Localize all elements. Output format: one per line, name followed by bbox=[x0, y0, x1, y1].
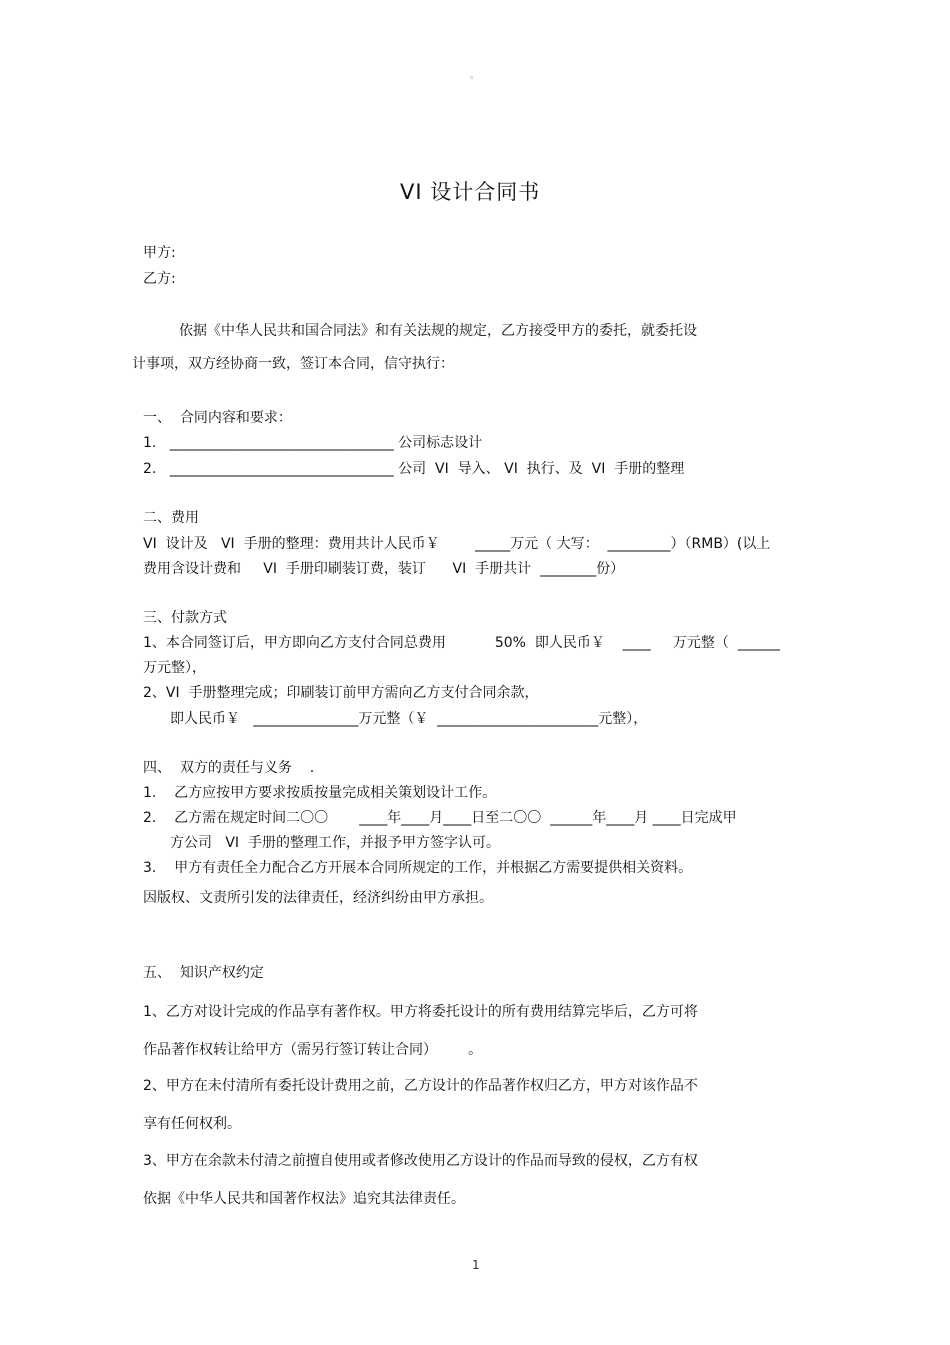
section-5-para-2: 2、甲方在未付清所有委托设计费用之前，乙方设计的作品著作权归乙方，甲方对该作品不 bbox=[143, 1078, 698, 1094]
preamble-line-2: 计事项，双方经协商一致，签订本合同，信守执行： bbox=[132, 356, 454, 372]
section-4-item-2-cont: 方公司 VI 手册的整理工作，并报予甲方签字认可。 bbox=[170, 835, 500, 851]
section-1-item-1: 1. ________________________________ 公司标志设计 bbox=[143, 435, 483, 451]
section-5-para-1: 1、乙方对设计完成的作品享有著作权。甲方将委托设计的所有费用结算完毕后，乙方可将 bbox=[143, 1004, 698, 1020]
preamble-line-1: 依据《中华人民共和国合同法》和有关法规的规定，乙方接受甲方的委托，就委托设 bbox=[179, 323, 697, 339]
section-2-line-2: 费用含设计费和 VI 手册印刷装订费，装订 VI 手册共计 ________份） bbox=[143, 561, 625, 577]
section-5-para-3-cont: 依据《中华人民共和国著作权法》追究其法律责任。 bbox=[143, 1191, 465, 1207]
section-3-line-4: 即人民币￥ _______________万元整（￥ _______________________元整）， bbox=[170, 711, 648, 727]
section-4-heading: 四、 双方的责任与义务 . bbox=[143, 760, 315, 776]
section-3-heading: 三、付款方式 bbox=[143, 610, 227, 626]
section-4-note: 因版权、文责所引发的法律责任，经济纠纷由甲方承担。 bbox=[143, 890, 493, 906]
section-3-line-3: 2、VI 手册整理完成；印刷装订前甲方需向乙方支付合同余款， bbox=[143, 685, 539, 701]
section-5-para-1-cont: 作品著作权转让给甲方（需另行签订转让合同） 。 bbox=[143, 1042, 483, 1058]
section-1-heading: 一、 合同内容和要求： bbox=[143, 410, 292, 426]
section-2-heading: 二、费用 bbox=[143, 510, 199, 526]
section-5-para-3: 3、甲方在余款未付清之前擅自使用或者修改使用乙方设计的作品而导致的侵权，乙方有权 bbox=[143, 1153, 698, 1169]
section-3-line-2: 万元整）， bbox=[143, 660, 206, 676]
party-a-label: 甲方: bbox=[143, 245, 176, 261]
section-4-item-1: 1. 乙方应按甲方要求按质按量完成相关策划设计工作。 bbox=[143, 785, 497, 801]
section-4-item-3: 3. 甲方有责任全力配合乙方开展本合同所规定的工作，并根据乙方需要提供相关资料。 bbox=[143, 860, 693, 876]
section-1-item-2: 2. ________________________________ 公司 VI 导入、 VI 执行、及 VI 手册的整理 bbox=[143, 461, 685, 477]
party-b-label: 乙方: bbox=[143, 271, 176, 287]
page-number: 1 bbox=[472, 1258, 480, 1272]
page-title: VI 设计合同书 bbox=[400, 180, 541, 204]
section-3-line-1: 1、本合同签订后，甲方即向乙方支付合同总费用 50% 即人民币￥ ____ 万元整（ ______ bbox=[143, 635, 780, 651]
section-2-line-1: VI 设计及 VI 手册的整理：费用共计人民币￥ _____万元（ 大写： _________）（RMB）(以上 bbox=[143, 536, 771, 552]
section-5-para-2-cont: 享有任何权利。 bbox=[143, 1116, 241, 1132]
header-mark: 。 bbox=[470, 71, 480, 81]
section-4-item-2: 2. 乙方需在规定时间二〇〇 ____年____月____日至二〇〇 ______年____月 ____日完成甲 bbox=[143, 810, 737, 826]
section-5-heading: 五、 知识产权约定 bbox=[143, 965, 264, 981]
